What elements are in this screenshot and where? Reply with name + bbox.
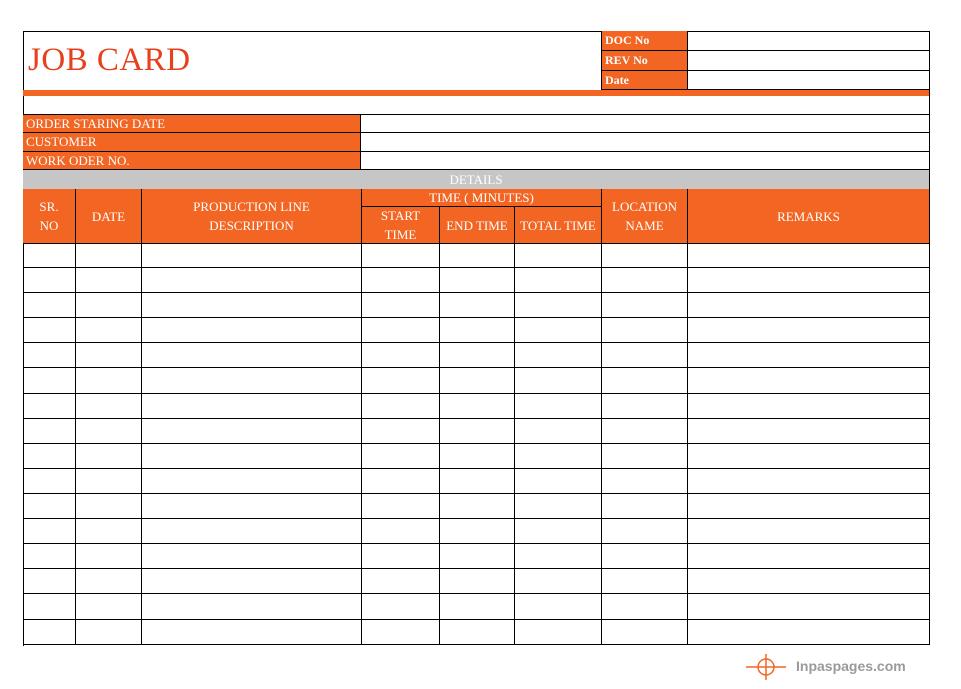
cell-description[interactable] — [142, 244, 362, 268]
table-row — [23, 268, 930, 293]
cell-remarks[interactable] — [688, 268, 930, 293]
cell-location[interactable] — [602, 293, 688, 318]
logo — [744, 652, 904, 682]
cell-total-time[interactable] — [515, 268, 602, 293]
cell-sr-no[interactable] — [23, 469, 76, 494]
cell-sr-no[interactable] — [23, 244, 76, 268]
time-group-header: TIME ( MINUTES) — [362, 189, 602, 207]
cell-end-time[interactable] — [440, 419, 515, 444]
doc-no-label: DOC No — [602, 31, 688, 51]
cell-date[interactable] — [76, 343, 142, 368]
cell-total-time[interactable] — [515, 544, 602, 569]
cell-total-time[interactable] — [515, 620, 602, 645]
cell-end-time[interactable] — [440, 620, 515, 645]
cell-location[interactable] — [602, 318, 688, 343]
cell-total-time[interactable] — [515, 494, 602, 519]
cell-start-time[interactable] — [362, 394, 440, 419]
table-row — [23, 318, 930, 343]
cell-start-time[interactable] — [362, 368, 440, 394]
cell-end-time[interactable] — [440, 544, 515, 569]
cell-end-time[interactable] — [440, 293, 515, 318]
table-row — [23, 368, 930, 394]
cell-end-time[interactable] — [440, 444, 515, 469]
cell-date[interactable] — [76, 318, 142, 343]
cell-description[interactable] — [142, 620, 362, 645]
cell-remarks[interactable] — [688, 469, 930, 494]
cell-sr-no[interactable] — [23, 394, 76, 419]
date-label: Date — [602, 71, 688, 90]
cell-sr-no[interactable] — [23, 444, 76, 469]
cell-location[interactable] — [602, 419, 688, 444]
logo-text: Inpaspages.com — [796, 658, 906, 674]
cell-description[interactable] — [142, 569, 362, 594]
cell-start-time[interactable] — [362, 569, 440, 594]
cell-date[interactable] — [76, 544, 142, 569]
cell-description[interactable] — [142, 494, 362, 519]
cell-start-time[interactable] — [362, 244, 440, 268]
cell-end-time[interactable] — [440, 368, 515, 394]
cell-sr-no[interactable] — [23, 544, 76, 569]
cell-description[interactable] — [142, 594, 362, 620]
cell-location[interactable] — [602, 244, 688, 268]
cell-start-time[interactable] — [362, 444, 440, 469]
table-row — [23, 469, 930, 494]
cell-start-time[interactable] — [362, 594, 440, 620]
cell-sr-no[interactable] — [23, 494, 76, 519]
cell-end-time[interactable] — [440, 469, 515, 494]
cell-location[interactable] — [602, 394, 688, 419]
cell-start-time[interactable] — [362, 494, 440, 519]
cell-total-time[interactable] — [515, 469, 602, 494]
cell-date[interactable] — [76, 293, 142, 318]
col-date: DATE — [76, 189, 142, 243]
cell-total-time[interactable] — [515, 293, 602, 318]
cell-date[interactable] — [76, 594, 142, 620]
cell-start-time[interactable] — [362, 469, 440, 494]
page-title: JOB CARD — [28, 42, 191, 78]
cell-sr-no[interactable] — [23, 594, 76, 620]
cell-remarks[interactable] — [688, 594, 930, 620]
rev-no-label: REV No — [602, 51, 688, 71]
col-remarks: REMARKS — [688, 189, 930, 243]
cell-date[interactable] — [76, 620, 142, 645]
doc-info-row-doc-no — [602, 31, 930, 51]
cell-location[interactable] — [602, 594, 688, 620]
cell-start-time[interactable] — [362, 293, 440, 318]
customer-label: CUSTOMER — [23, 133, 361, 152]
cell-remarks[interactable] — [688, 293, 930, 318]
cell-total-time[interactable] — [515, 394, 602, 419]
table-row — [23, 343, 930, 368]
cell-location[interactable] — [602, 444, 688, 469]
customer-field[interactable] — [361, 133, 930, 152]
cell-end-time[interactable] — [440, 519, 515, 544]
cell-end-time[interactable] — [440, 244, 515, 268]
table-row — [23, 419, 930, 444]
cell-description[interactable] — [142, 343, 362, 368]
cell-location[interactable] — [602, 469, 688, 494]
table-row — [23, 519, 930, 544]
table-row — [23, 494, 930, 519]
details-bar: DETAILS — [23, 170, 930, 189]
cell-location[interactable] — [602, 620, 688, 645]
cell-remarks[interactable] — [688, 368, 930, 394]
info-row-order-date — [23, 115, 930, 133]
col-end-time: END TIME — [440, 207, 515, 243]
cell-date[interactable] — [76, 494, 142, 519]
cell-remarks[interactable] — [688, 318, 930, 343]
cell-start-time[interactable] — [362, 268, 440, 293]
cell-sr-no[interactable] — [23, 569, 76, 594]
crosshair-icon — [744, 652, 788, 682]
cell-location[interactable] — [602, 343, 688, 368]
cell-sr-no[interactable] — [23, 419, 76, 444]
cell-remarks[interactable] — [688, 244, 930, 268]
cell-location[interactable] — [602, 368, 688, 394]
date-field[interactable] — [688, 71, 930, 90]
table-header — [23, 189, 930, 244]
cell-location[interactable] — [602, 544, 688, 569]
cell-remarks[interactable] — [688, 569, 930, 594]
cell-description[interactable] — [142, 318, 362, 343]
cell-remarks[interactable] — [688, 494, 930, 519]
cell-start-time[interactable] — [362, 620, 440, 645]
cell-start-time[interactable] — [362, 318, 440, 343]
cell-remarks[interactable] — [688, 444, 930, 469]
cell-start-time[interactable] — [362, 544, 440, 569]
cell-total-time[interactable] — [515, 519, 602, 544]
cell-end-time[interactable] — [440, 268, 515, 293]
cell-sr-no[interactable] — [23, 268, 76, 293]
cell-remarks[interactable] — [688, 394, 930, 419]
cell-date[interactable] — [76, 368, 142, 394]
cell-location[interactable] — [602, 519, 688, 544]
cell-location[interactable] — [602, 268, 688, 293]
col-description: PRODUCTION LINE DESCRIPTION — [142, 189, 362, 243]
cell-date[interactable] — [76, 419, 142, 444]
cell-date[interactable] — [76, 244, 142, 268]
cell-total-time[interactable] — [515, 594, 602, 620]
order-date-label: ORDER STARING DATE — [23, 115, 361, 133]
cell-sr-no[interactable] — [23, 368, 76, 394]
doc-info-block — [601, 31, 930, 90]
cell-remarks[interactable] — [688, 544, 930, 569]
cell-remarks[interactable] — [688, 343, 930, 368]
table-row — [23, 569, 930, 594]
order-date-field[interactable] — [361, 115, 930, 133]
cell-total-time[interactable] — [515, 444, 602, 469]
cell-start-time[interactable] — [362, 419, 440, 444]
cell-description[interactable] — [142, 444, 362, 469]
cell-description[interactable] — [142, 368, 362, 394]
cell-start-time[interactable] — [362, 343, 440, 368]
cell-total-time[interactable] — [515, 569, 602, 594]
cell-start-time[interactable] — [362, 519, 440, 544]
col-total-time: TOTAL TIME — [515, 207, 602, 243]
cell-description[interactable] — [142, 268, 362, 293]
cell-end-time[interactable] — [440, 594, 515, 620]
col-location: LOCATION NAME — [602, 189, 688, 243]
cell-sr-no[interactable] — [23, 343, 76, 368]
cell-total-time[interactable] — [515, 368, 602, 394]
table-row — [23, 544, 930, 569]
cell-sr-no[interactable] — [23, 318, 76, 343]
table-row — [23, 293, 930, 318]
cell-remarks[interactable] — [688, 519, 930, 544]
cell-date[interactable] — [76, 394, 142, 419]
col-sr-no: SR. NO — [23, 189, 76, 243]
cell-description[interactable] — [142, 394, 362, 419]
rev-no-field[interactable] — [688, 51, 930, 71]
doc-no-field[interactable] — [688, 31, 930, 51]
table-row — [23, 244, 930, 268]
cell-location[interactable] — [602, 494, 688, 519]
info-row-work-order — [23, 152, 930, 170]
table-row — [23, 620, 930, 645]
cell-date[interactable] — [76, 519, 142, 544]
cell-end-time[interactable] — [440, 494, 515, 519]
cell-total-time[interactable] — [515, 343, 602, 368]
cell-description[interactable] — [142, 293, 362, 318]
cell-description[interactable] — [142, 519, 362, 544]
cell-date[interactable] — [76, 268, 142, 293]
cell-location[interactable] — [602, 569, 688, 594]
doc-info-row-date — [602, 71, 930, 90]
table-row — [23, 394, 930, 419]
cell-end-time[interactable] — [440, 318, 515, 343]
col-start-time: START TIME — [362, 207, 440, 243]
cell-description[interactable] — [142, 419, 362, 444]
info-row-customer — [23, 133, 930, 152]
info-fields — [23, 115, 930, 170]
cell-description[interactable] — [142, 544, 362, 569]
cell-date[interactable] — [76, 469, 142, 494]
cell-remarks[interactable] — [688, 620, 930, 645]
cell-total-time[interactable] — [515, 244, 602, 268]
blank-row — [23, 96, 930, 115]
cell-sr-no[interactable] — [23, 293, 76, 318]
cell-date[interactable] — [76, 444, 142, 469]
cell-end-time[interactable] — [440, 343, 515, 368]
cell-sr-no[interactable] — [23, 519, 76, 544]
cell-sr-no[interactable] — [23, 620, 76, 645]
cell-total-time[interactable] — [515, 419, 602, 444]
cell-total-time[interactable] — [515, 318, 602, 343]
table-body — [23, 244, 930, 645]
cell-remarks[interactable] — [688, 419, 930, 444]
cell-end-time[interactable] — [440, 569, 515, 594]
cell-end-time[interactable] — [440, 394, 515, 419]
cell-date[interactable] — [76, 569, 142, 594]
work-order-field[interactable] — [361, 152, 930, 170]
doc-info-row-rev-no — [602, 51, 930, 71]
cell-description[interactable] — [142, 469, 362, 494]
table-row — [23, 444, 930, 469]
work-order-label: WORK ODER NO. — [23, 152, 361, 170]
table-row — [23, 594, 930, 620]
